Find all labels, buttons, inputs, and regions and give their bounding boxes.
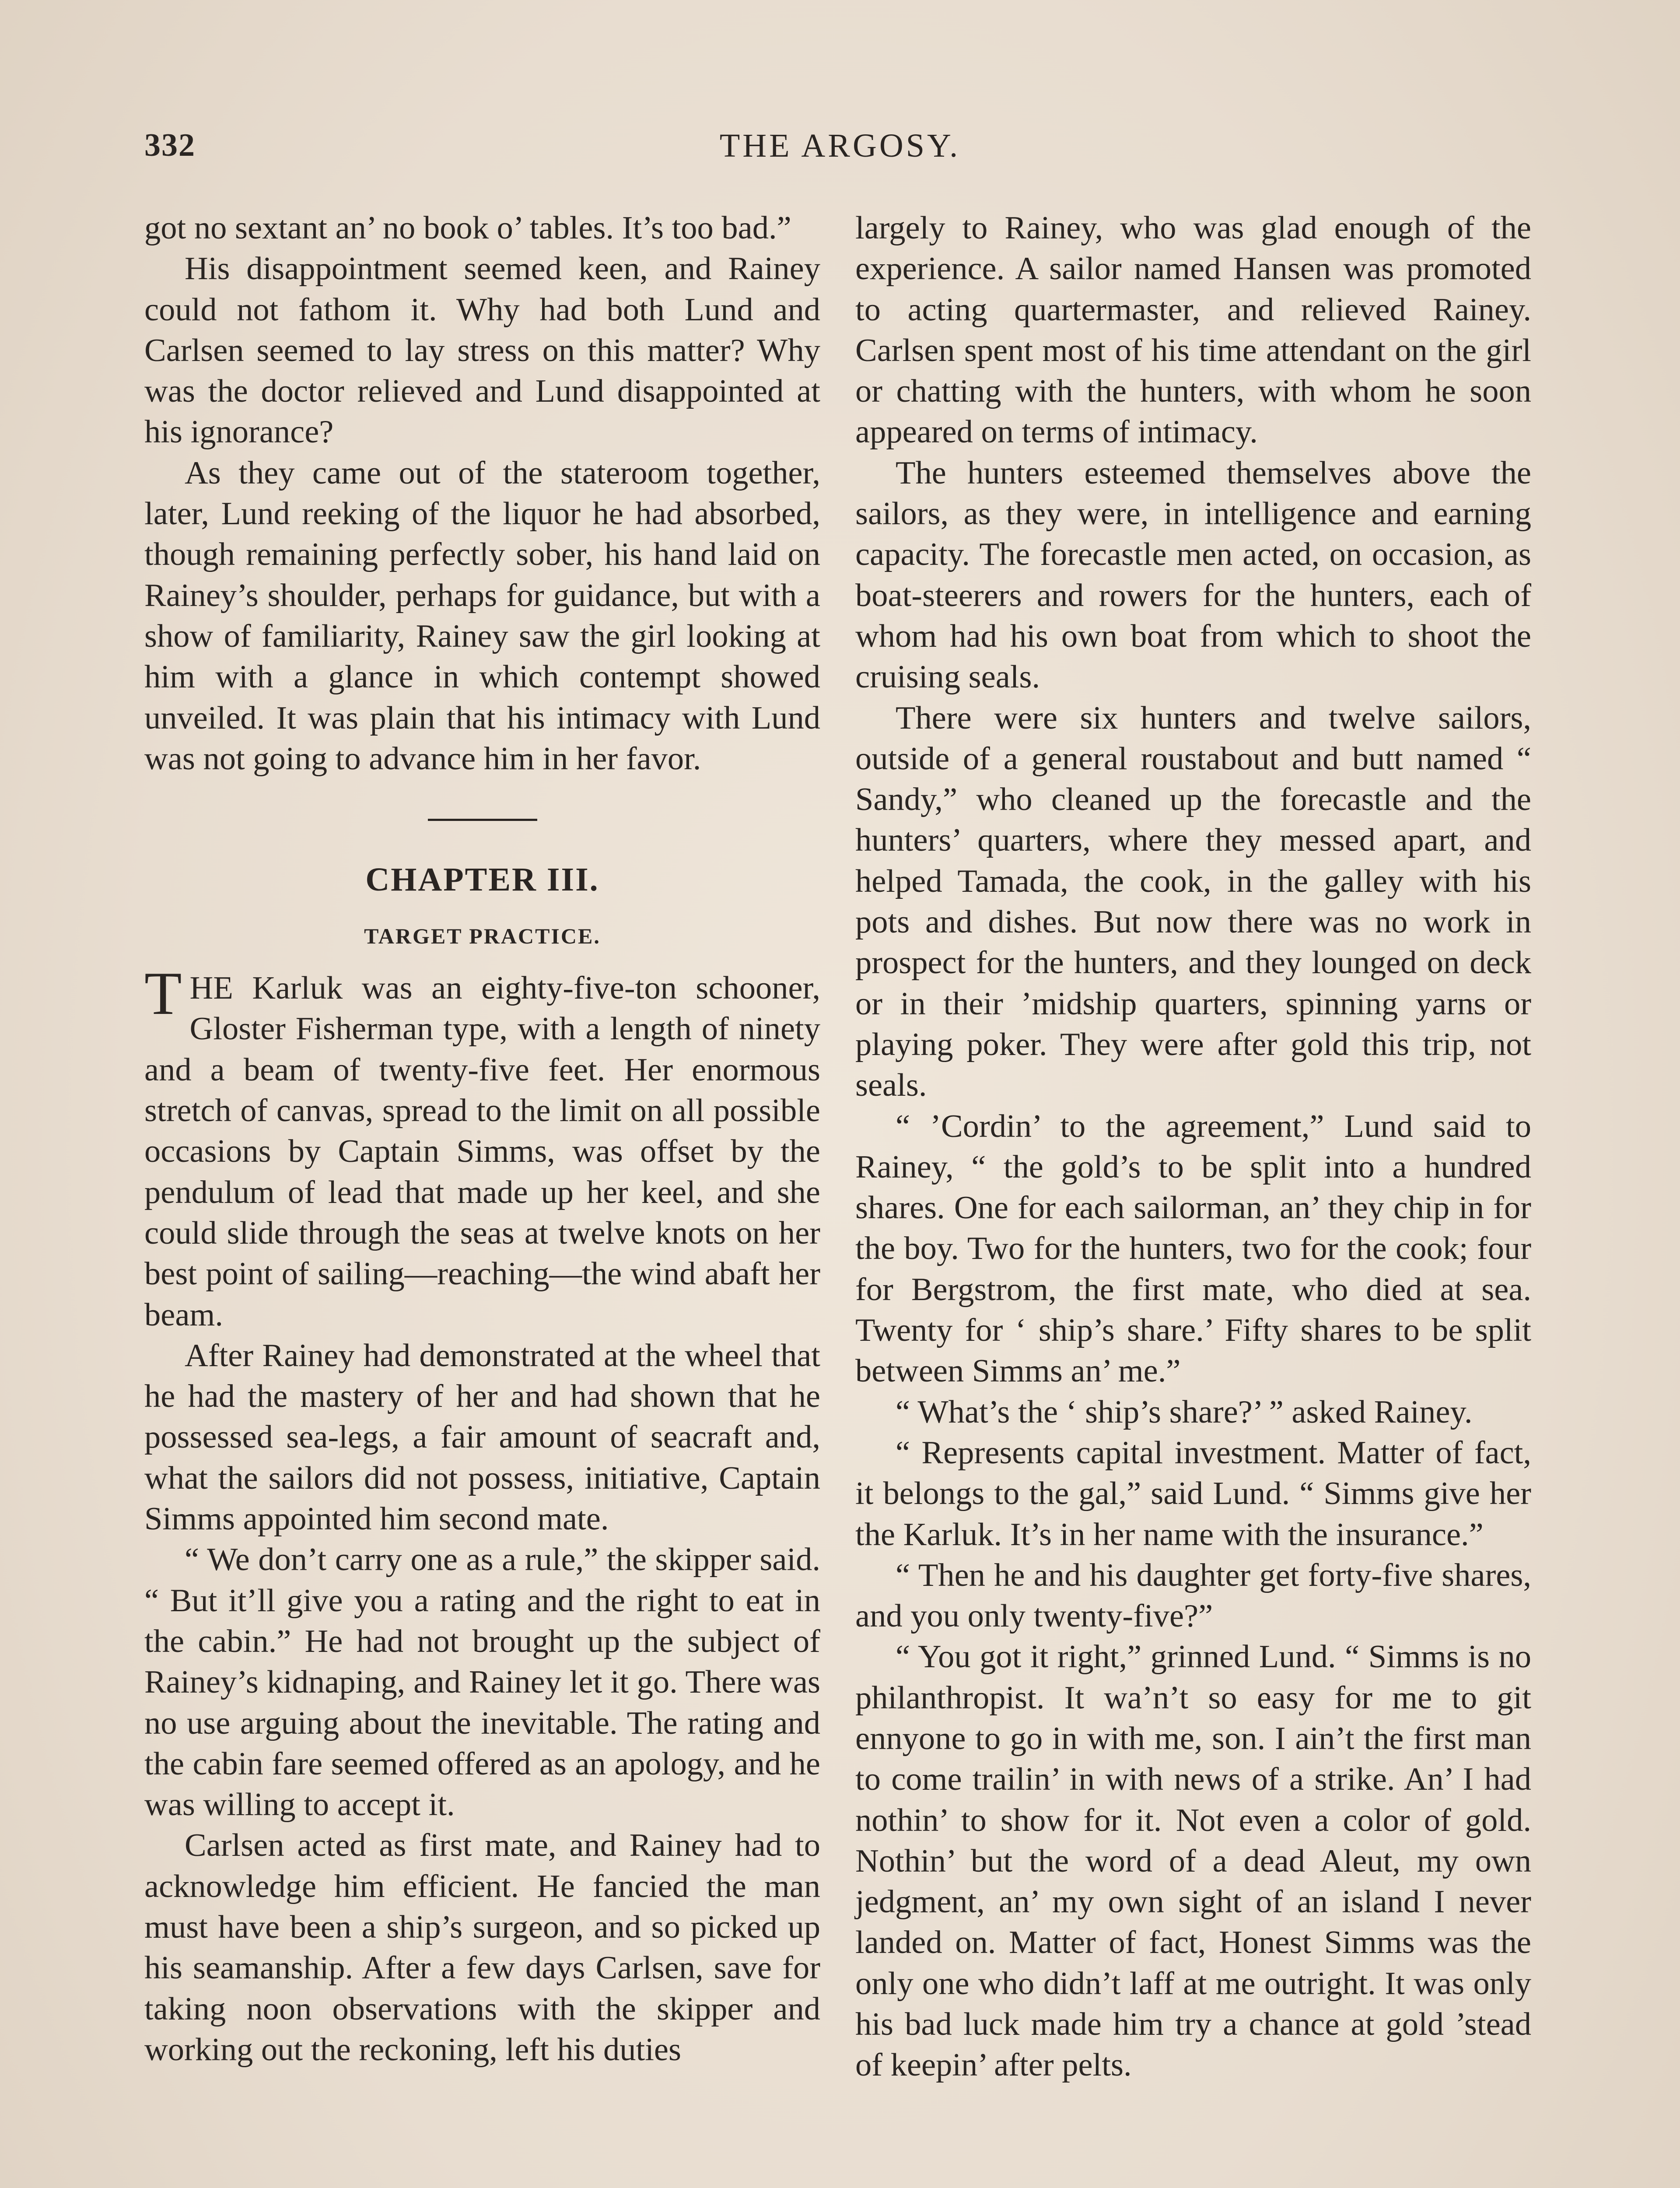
- chapter-opening-paragraph: [144, 960, 820, 1336]
- section-divider: [428, 819, 537, 821]
- chapter-title: CHAPTER III.: [365, 861, 599, 898]
- chapter-subtitle: TARGET PRACTICE.: [364, 924, 601, 949]
- paragraph: “ You got it right,” grinned Lund. “ Simms is no philanthropist. It wa’n’t so easy for me to git ennyone to go in with me, son. I ain’t the first man to come trailin’ in with news of a strike. An’ I had nothin’ to show for it. Not even a color of gold. Nothin’ but the word of a dead Aleut, my own jedgment, an’ my own sight of an island I never landed on. Matter of fact, Honest Simms was the only one who didn’t laff at me outright. It was only his bad luck made him try a chance at gold ’stead of keepin’ after pelts.: [855, 1639, 1531, 2083]
- paragraph: As they came out of the stateroom together, later, Lund reeking of the liquor he had absorbed, though remaining perfectly sober, his hand laid on Rainey’s shoulder, perhaps for guidance, but with a show of familiarity, Rainey saw the girl looking at him with a glance in which contempt showed unveiled. It was plain that his intimacy with Lund was not going to advance him in her favor.: [144, 455, 820, 777]
- left-column: [144, 208, 820, 2070]
- paragraph: Carlsen acted as first mate, and Rainey had to acknowledge him efficient. He fancied the man must have been a ship’s surgeon, and so picked up his seamanship. After a few days Carlsen, save for taking noon observations with the skipper and working out the reckoning, left his duties: [144, 1827, 820, 2068]
- paragraph: “ Represents capital investment. Matter of fact, it belongs to the gal,” said Lund. “ Simms give her the Karluk. It’s in her name with the insurance.”: [855, 1434, 1531, 1553]
- right-column: [855, 208, 1531, 2086]
- paragraph: His disappointment seemed keen, and Rainey could not fathom it. Why had both Lund and Carlsen seemed to lay stress on this matter? Why was the doctor relieved and Lund disappointed at his ignorance?: [144, 251, 820, 450]
- paragraph: “ Then he and his daughter get forty-five shares, and you only twenty-five?”: [855, 1557, 1531, 1634]
- paragraph: “ What’s the ‘ ship’s share?’ ” asked Rainey.: [896, 1394, 1473, 1430]
- paragraph: “ ’Cordin’ to the agreement,” Lund said to Rainey, “ the gold’s to be split into a hundred shares. One for each sailorman, an’ they chip in for the boy. Two for the hunters, two for the cook; four for Bergstrom, the first mate, who died at sea. Twenty for ‘ ship’s share.’ Fifty shares to be split between Simms an’ me.”: [855, 1108, 1531, 1389]
- paragraph: After Rainey had demonstrated at the wheel that he had the mastery of her and had shown that he possessed sea-legs, a fair amount of seacraft and, what the sailors did not possess, initiative, Captain Simms appointed him second mate.: [144, 1337, 820, 1537]
- paragraph: The hunters esteemed themselves above the sailors, as they were, in intelligence and earning capacity. The forecastle men acted, on occasion, as boat-steerers and rowers for the hunters, each of whom had his own boat from which to shoot the cruising seals.: [855, 455, 1531, 695]
- paragraph: got no sextant an’ no book o’ tables. It’s too bad.”: [144, 210, 791, 246]
- paragraph: There were six hunters and twelve sailors, outside of a general roustabout and butt named “ Sandy,” who cleaned up the forecastle and the hunters’ quarters, where they messed apart, and helped Tamada, the cook, in the galley with his pots and dishes. But now there was no work in prospect for the hunters, and they lounged on deck or in their ’midship quarters, spinning yarns or playing poker. They were after gold this trip, not seals.: [855, 700, 1531, 1104]
- journal-title: THE ARGOSY.: [719, 127, 961, 164]
- running-head: [144, 127, 1536, 175]
- page-number: 332: [144, 127, 196, 163]
- chapter-opening-text: HE Karluk was an eighty-five-ton schooner, Gloster Fisherman type, with a length of ninety and a beam of twenty-five feet. Her enormous stretch of canvas, spread to the limit on all possible occasions by Captain Simms, was offset by the pendulum of lead that made up her keel, and she could slide through the seas at twelve knots on her best point of sailing—reaching—the wind abaft her beam.: [144, 970, 820, 1333]
- paragraph: largely to Rainey, who was glad enough of the experience. A sailor named Hansen was promoted to acting quartermaster, and relieved Rainey. Carlsen spent most of his time attendant on the girl or chatting with the hunters, with whom he soon appeared on terms of intimacy.: [855, 210, 1531, 450]
- paragraph: “ We don’t carry one as a rule,” the skipper said. “ But it’ll give you a rating and the right to eat in the cabin.” He had not brought up the subject of Rainey’s kidnaping, and Rainey let it go. There was no use arguing about the inevitable. The rating and the cabin fare seemed offered as an apology, and he was willing to accept it.: [144, 1542, 820, 1823]
- drop-cap: T: [144, 960, 182, 1028]
